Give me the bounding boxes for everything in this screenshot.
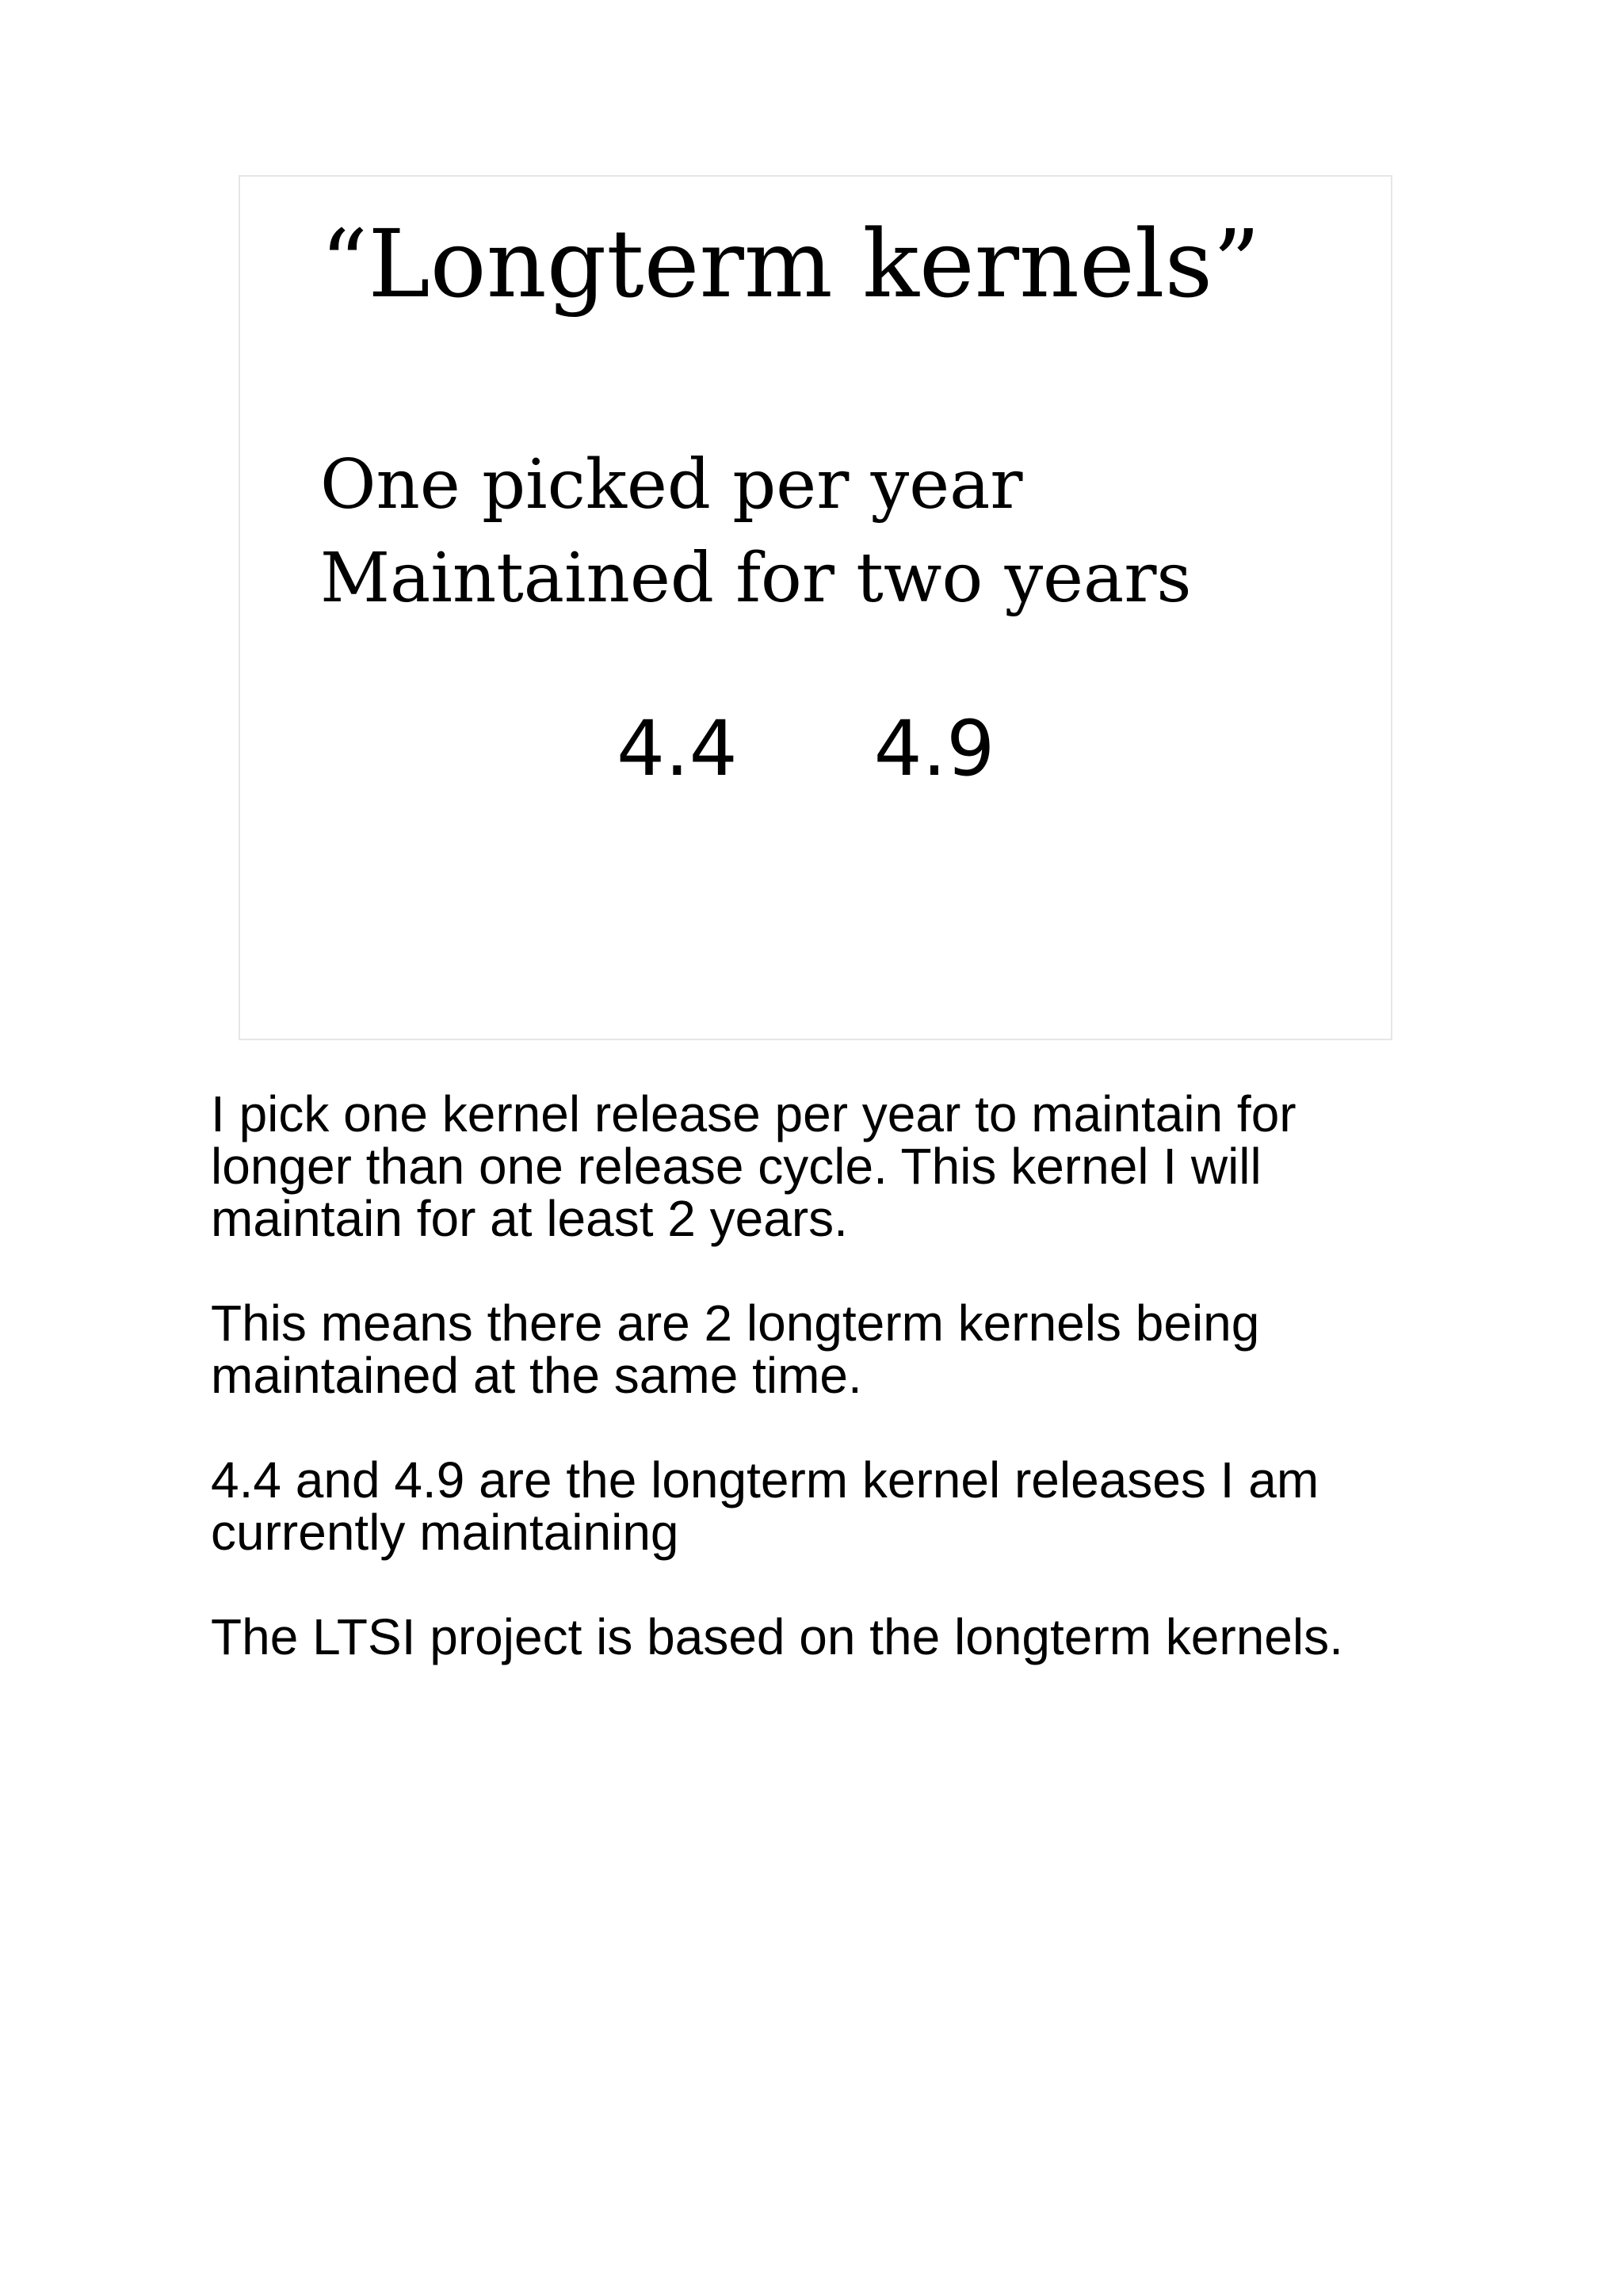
note-paragraph-2: This means there are 2 longterm kernels being maintained at the same time. xyxy=(211,1295,1260,1404)
slide-subtitles xyxy=(320,438,1192,625)
note-paragraph-3: 4.4 and 4.9 are the longterm kernel releases I am currently maintaining xyxy=(211,1451,1319,1561)
note-paragraph-1: I pick one kernel release per year to maintain for longer than one release cycle. This kernel I will maintain for at least 2 years. xyxy=(211,1085,1296,1247)
speaker-notes xyxy=(211,1085,1479,1715)
version-4-4: 4.4 xyxy=(617,704,738,793)
kernel-versions xyxy=(617,704,995,793)
subtitle-line-2: Maintained for two years xyxy=(320,539,1192,618)
subtitle-line-1: One picked per year xyxy=(320,445,1023,524)
slide-frame xyxy=(239,175,1392,1040)
slide-title: “Longterm kernels” xyxy=(320,209,1261,318)
version-4-9: 4.9 xyxy=(873,704,995,793)
note-paragraph-4: The LTSI project is based on the longterm kernels. xyxy=(211,1608,1343,1665)
